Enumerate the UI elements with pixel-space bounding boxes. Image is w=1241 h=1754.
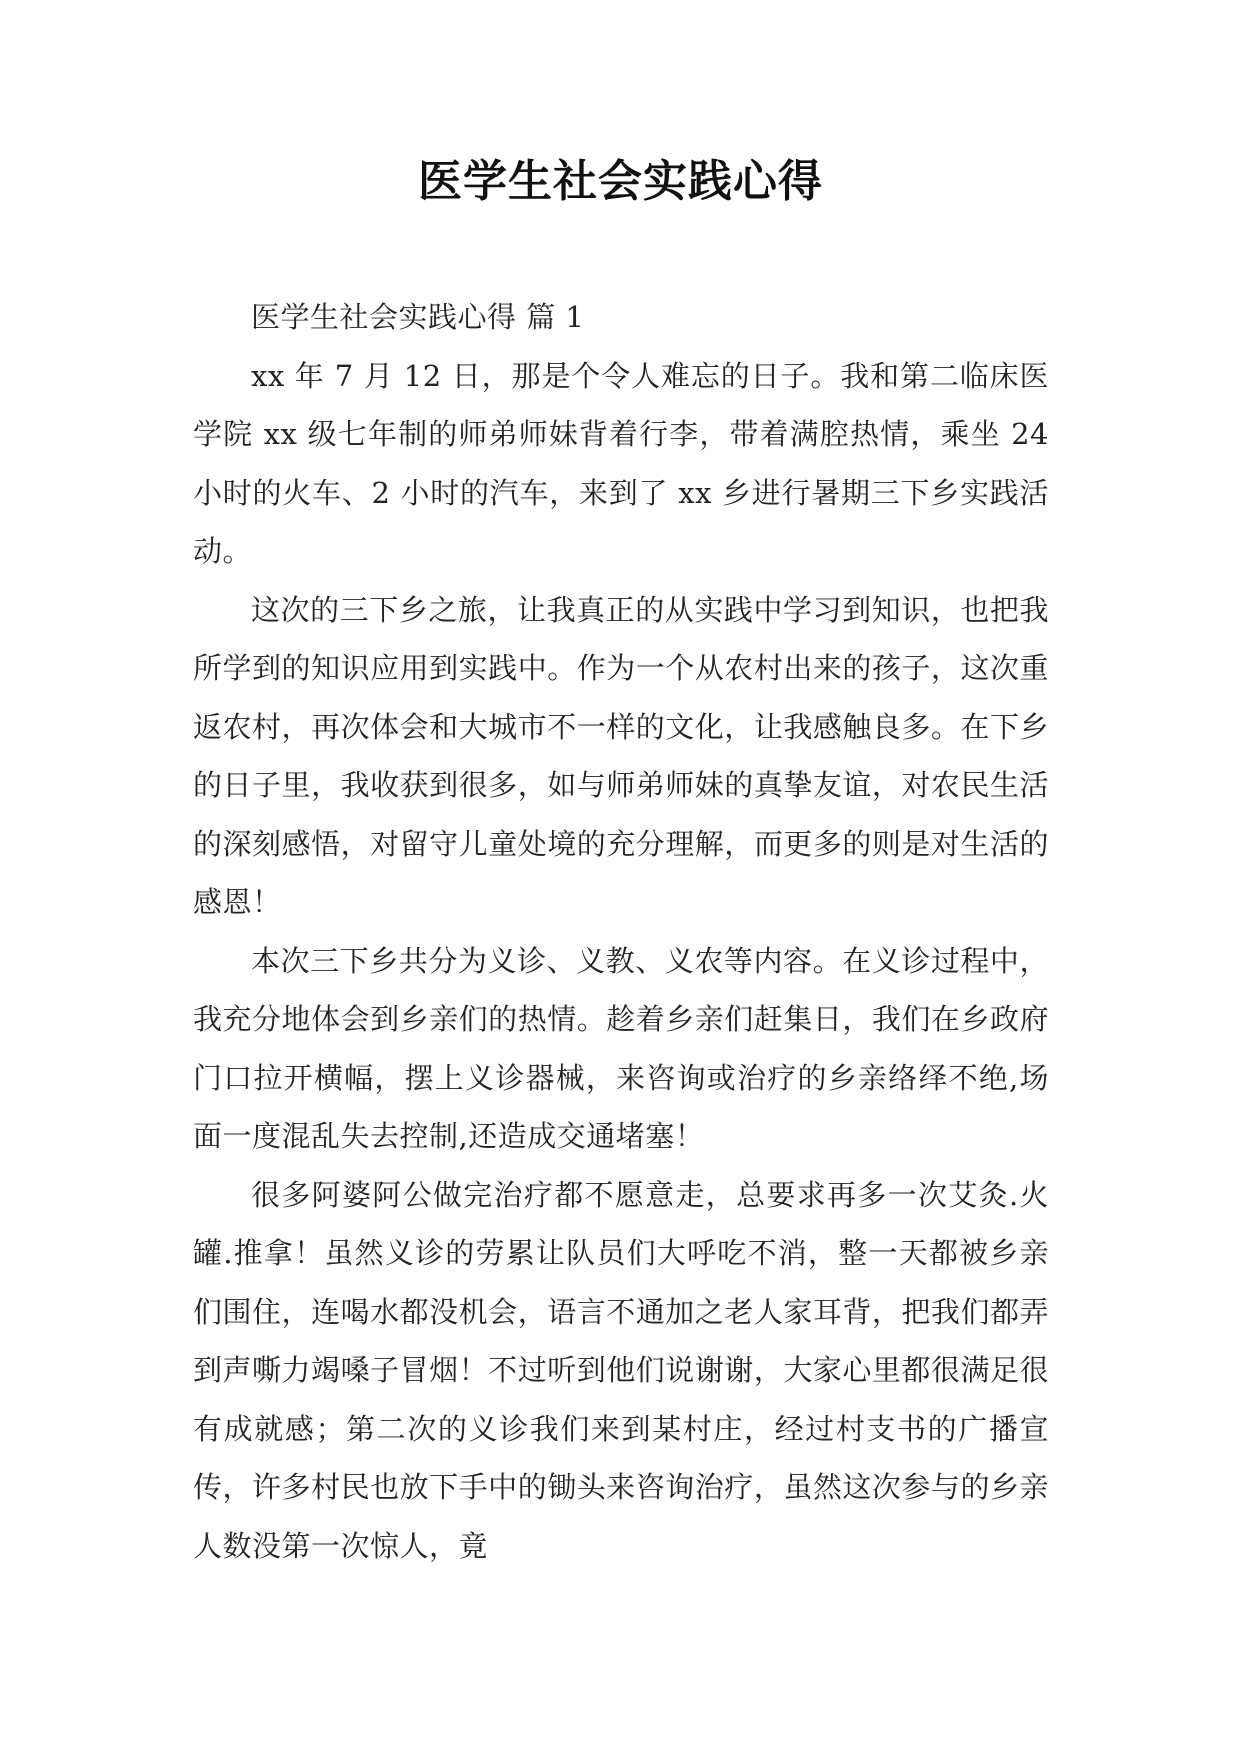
document-title: 医学生社会实践心得 — [418, 156, 823, 207]
paragraph: xx 年 7 月 12 日，那是个令人难忘的日子。我和第二临床医学院 xx 级七年制的师弟师妹背着行李，带着满腔热情，乘坐 24 小时的火车、2 小时的汽车，来到了 xx 乡进行暑期三下乡实践活动。 — [193, 358, 1049, 568]
paragraph: 本次三下乡共分为义诊、义教、义农等内容。在义诊过程中，我充分地体会到乡亲们的热情。趁着乡亲们赶集日，我们在乡政府门口拉开横幅，摆上义诊器械，来咨询或治疗的乡亲络绎不绝,场面一度混乱失去控制,还造成交通堵塞！ — [193, 943, 1049, 1153]
paragraph: 这次的三下乡之旅，让我真正的从实践中学习到知识，也把我所学到的知识应用到实践中。作为一个从农村出来的孩子，这次重返农村，再次体会和大城市不一样的文化，让我感触良多。在下乡的日子里，我收获到很多，如与师弟师妹的真挚友谊，对农民生活的深刻感悟，对留守儿童处境的充分理解，而更多的则是对生活的感恩！ — [193, 592, 1049, 919]
document-body — [193, 288, 1049, 1575]
section-heading: 医学生社会实践心得 篇 1 — [251, 300, 585, 334]
paragraph: 很多阿婆阿公做完治疗都不愿意走，总要求再多一次艾灸.火罐.推拿！虽然义诊的劳累让队员们大呼吃不消，整一天都被乡亲们围住，连喝水都没机会，语言不通加之老人家耳背，把我们都弄到声嘶力竭嗓子冒烟！不过听到他们说谢谢，大家心里都很满足很有成就感；第二次的义诊我们来到某村庄，经过村支书的广播宣传，许多村民也放下手中的锄头来咨询治疗，虽然这次参与的乡亲人数没第一次惊人，竟 — [193, 1177, 1049, 1563]
